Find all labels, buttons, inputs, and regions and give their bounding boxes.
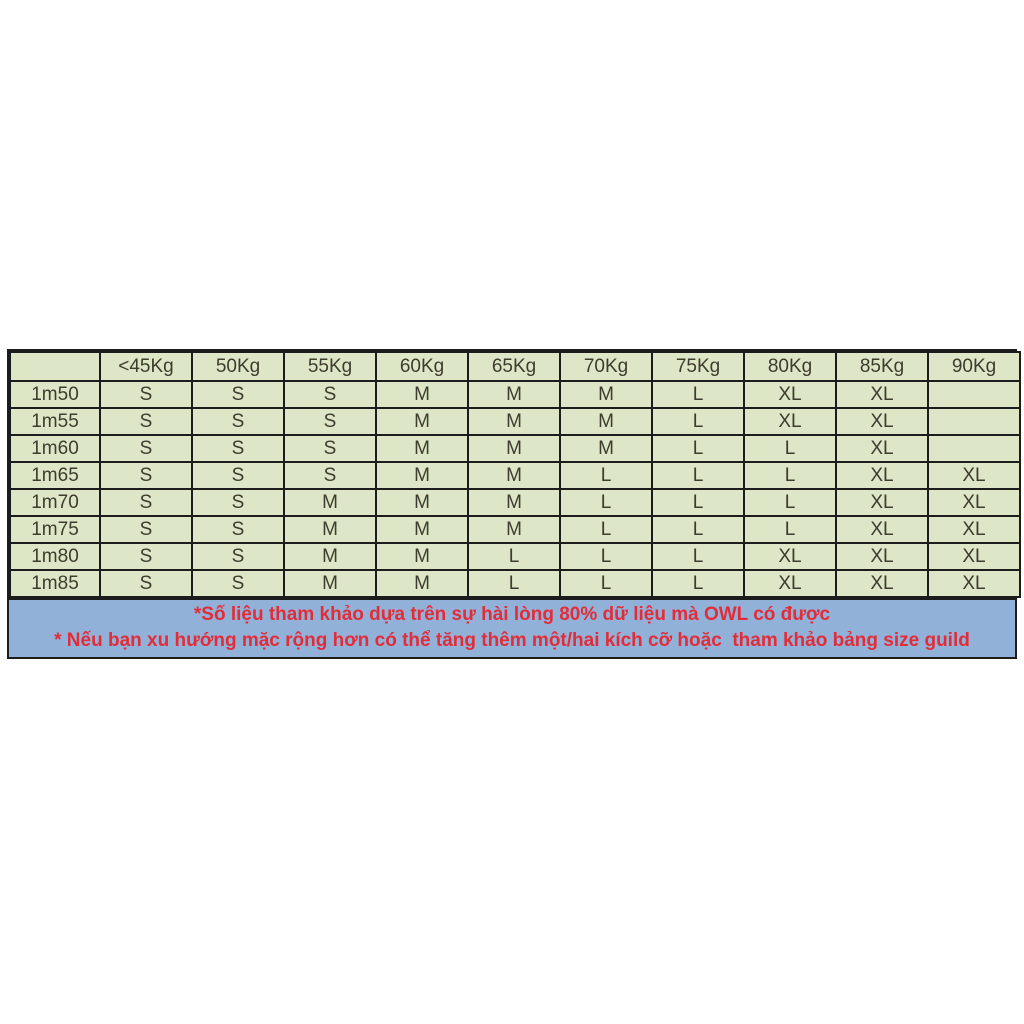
table-row (10, 408, 1020, 435)
size-cell: XL (744, 381, 836, 408)
size-cell: S (100, 489, 192, 516)
size-cell: XL (928, 462, 1020, 489)
table-row (10, 435, 1020, 462)
height-row-header: 1m70 (10, 489, 100, 516)
size-chart-table (9, 351, 1021, 598)
size-cell: XL (928, 489, 1020, 516)
size-cell: L (744, 462, 836, 489)
size-cell: XL (744, 570, 836, 597)
size-cell: S (100, 462, 192, 489)
height-row-header: 1m80 (10, 543, 100, 570)
size-cell: M (468, 408, 560, 435)
size-cell: M (560, 408, 652, 435)
size-cell: M (376, 435, 468, 462)
size-cell: L (468, 570, 560, 597)
size-cell: M (376, 408, 468, 435)
size-cell: XL (744, 543, 836, 570)
size-cell: S (192, 435, 284, 462)
size-cell: L (744, 516, 836, 543)
size-cell: XL (744, 408, 836, 435)
size-cell: L (652, 570, 744, 597)
size-cell: XL (836, 543, 928, 570)
size-cell: M (468, 462, 560, 489)
table-row (10, 543, 1020, 570)
size-cell: S (100, 543, 192, 570)
size-cell: XL (836, 381, 928, 408)
weight-column-header: 50Kg (192, 352, 284, 381)
size-cell: M (560, 435, 652, 462)
size-cell: M (284, 489, 376, 516)
size-cell: XL (836, 516, 928, 543)
height-row-header: 1m85 (10, 570, 100, 597)
size-cell: XL (836, 489, 928, 516)
size-cell: S (192, 408, 284, 435)
size-cell (928, 381, 1020, 408)
size-cell: L (468, 543, 560, 570)
table-row (10, 570, 1020, 597)
size-cell: M (284, 543, 376, 570)
size-cell: M (376, 381, 468, 408)
size-cell (928, 435, 1020, 462)
size-cell: L (744, 435, 836, 462)
size-cell: S (192, 570, 284, 597)
size-cell: L (560, 489, 652, 516)
weight-column-header: 75Kg (652, 352, 744, 381)
size-cell: L (652, 381, 744, 408)
size-cell: L (560, 462, 652, 489)
size-chart (7, 349, 1017, 659)
weight-column-header: 55Kg (284, 352, 376, 381)
size-cell: S (192, 462, 284, 489)
size-cell: L (560, 570, 652, 597)
size-cell: L (560, 516, 652, 543)
size-cell: M (284, 570, 376, 597)
size-cell: XL (928, 543, 1020, 570)
weight-column-header: 90Kg (928, 352, 1020, 381)
size-cell: M (376, 570, 468, 597)
height-row-header: 1m60 (10, 435, 100, 462)
corner-cell (10, 352, 100, 381)
size-cell: L (560, 543, 652, 570)
weight-column-header: 65Kg (468, 352, 560, 381)
size-cell: S (100, 516, 192, 543)
table-row (10, 462, 1020, 489)
size-cell: XL (928, 516, 1020, 543)
height-row-header: 1m50 (10, 381, 100, 408)
size-cell: L (652, 489, 744, 516)
notes-panel (9, 598, 1015, 657)
note-line-1: *Số liệu tham khảo dựa trên sự hài lòng 80% dữ liệu mà OWL có được (193, 604, 831, 625)
weight-column-header: 60Kg (376, 352, 468, 381)
table-body (10, 381, 1020, 597)
size-cell: S (284, 435, 376, 462)
size-cell: M (468, 435, 560, 462)
size-cell: M (560, 381, 652, 408)
size-cell: L (652, 408, 744, 435)
size-cell: S (192, 381, 284, 408)
size-cell: M (376, 516, 468, 543)
table-row (10, 381, 1020, 408)
size-cell: S (192, 489, 284, 516)
weight-column-header: <45Kg (100, 352, 192, 381)
table-row (10, 516, 1020, 543)
size-cell: M (284, 516, 376, 543)
size-cell: XL (836, 462, 928, 489)
note-line-2: * Nếu bạn xu hướng mặc rộng hơn có thể tăng thêm một/hai kích cỡ hoặc tham khảo bảng size guild (54, 630, 970, 651)
size-cell: L (652, 543, 744, 570)
weight-column-header: 85Kg (836, 352, 928, 381)
size-cell: XL (928, 570, 1020, 597)
size-cell: S (100, 408, 192, 435)
weight-column-header: 80Kg (744, 352, 836, 381)
height-row-header: 1m55 (10, 408, 100, 435)
height-row-header: 1m75 (10, 516, 100, 543)
size-cell: M (468, 381, 560, 408)
size-cell: S (100, 570, 192, 597)
size-cell: M (468, 516, 560, 543)
table-row (10, 489, 1020, 516)
height-row-header: 1m65 (10, 462, 100, 489)
size-cell: M (376, 489, 468, 516)
size-cell: L (652, 462, 744, 489)
size-cell: S (100, 435, 192, 462)
size-cell: S (284, 381, 376, 408)
weight-column-header: 70Kg (560, 352, 652, 381)
size-cell: S (284, 462, 376, 489)
size-cell: M (468, 489, 560, 516)
size-cell: XL (836, 435, 928, 462)
size-cell: S (192, 543, 284, 570)
size-cell: XL (836, 408, 928, 435)
size-cell: S (100, 381, 192, 408)
size-cell (928, 408, 1020, 435)
size-cell: L (652, 516, 744, 543)
size-cell: M (376, 543, 468, 570)
size-cell: M (376, 462, 468, 489)
size-cell: S (192, 516, 284, 543)
size-cell: S (284, 408, 376, 435)
size-cell: L (652, 435, 744, 462)
size-cell: XL (836, 570, 928, 597)
size-cell: L (744, 489, 836, 516)
header-row (10, 352, 1020, 381)
